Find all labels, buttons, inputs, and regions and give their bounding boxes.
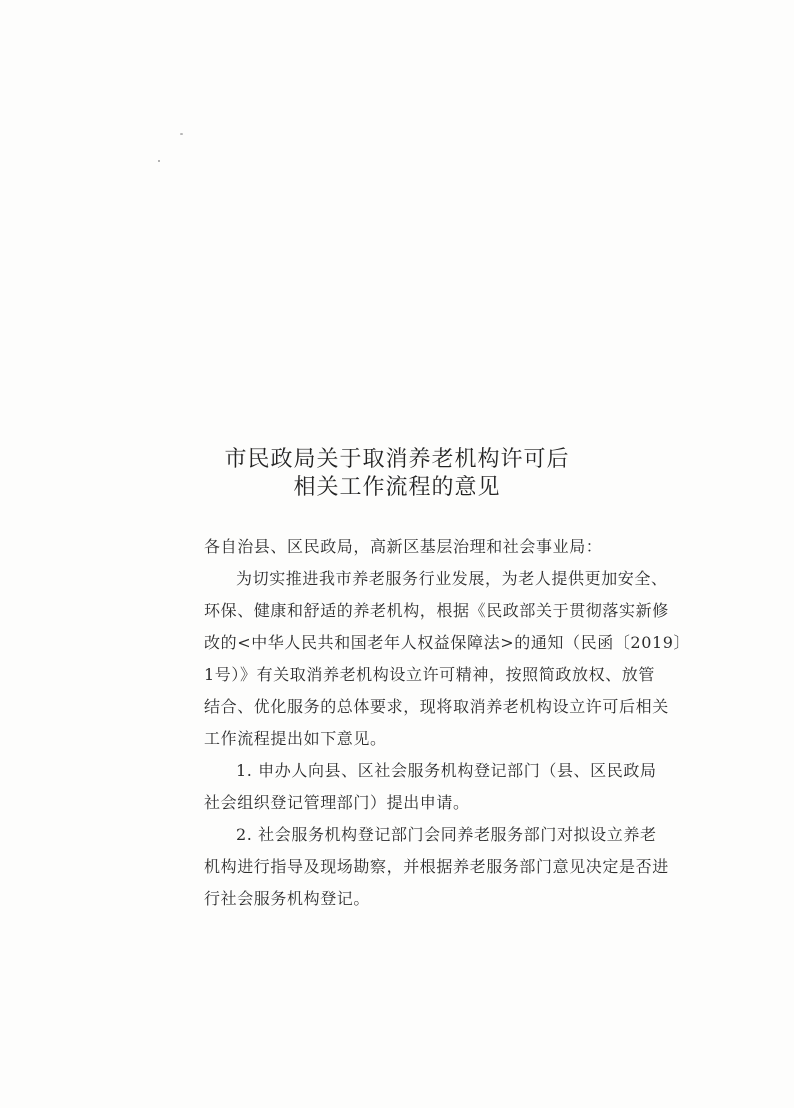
scan-speck: [180, 133, 183, 135]
body-line: 改的<中华人民共和国老年人权益保障法>的通知（民函〔2019〕: [204, 633, 691, 652]
list-item-2-line: 机构进行指导及现场勘察，并根据养老服务部门意见决定是否进: [204, 857, 669, 876]
body-line: 环保、健康和舒适的养老机构，根据《民政部关于贯彻落实新修: [204, 601, 669, 620]
list-item-2-line: 行社会服务机构登记。: [204, 889, 371, 908]
body-line: 结合、优化服务的总体要求，现将取消养老机构设立许可后相关: [204, 697, 669, 716]
document-title-line-2: 相关工作流程的意见: [293, 475, 501, 500]
addressee: 各自治县、区民政局，高新区基层治理和社会事业局：: [204, 537, 603, 556]
body-line: 工作流程提出如下意见。: [204, 729, 387, 748]
body-line: 为切实推进我市养老服务行业发展，为老人提供更加安全、: [236, 569, 668, 588]
document-title-line-1: 市民政局关于取消养老机构许可后: [224, 447, 570, 472]
list-item-2-line: 2. 社会服务机构登记部门会同养老服务部门对拟设立养老: [236, 825, 657, 844]
list-item-1-line: 社会组织登记管理部门）提出申请。: [204, 793, 470, 812]
scan-speck: [158, 160, 160, 162]
list-item-1-line: 1. 申办人向县、区社会服务机构登记部门（县、区民政局: [236, 761, 657, 780]
body-line: 1号）》有关取消养老机构设立许可精神，按照简政放权、放管: [204, 665, 655, 684]
